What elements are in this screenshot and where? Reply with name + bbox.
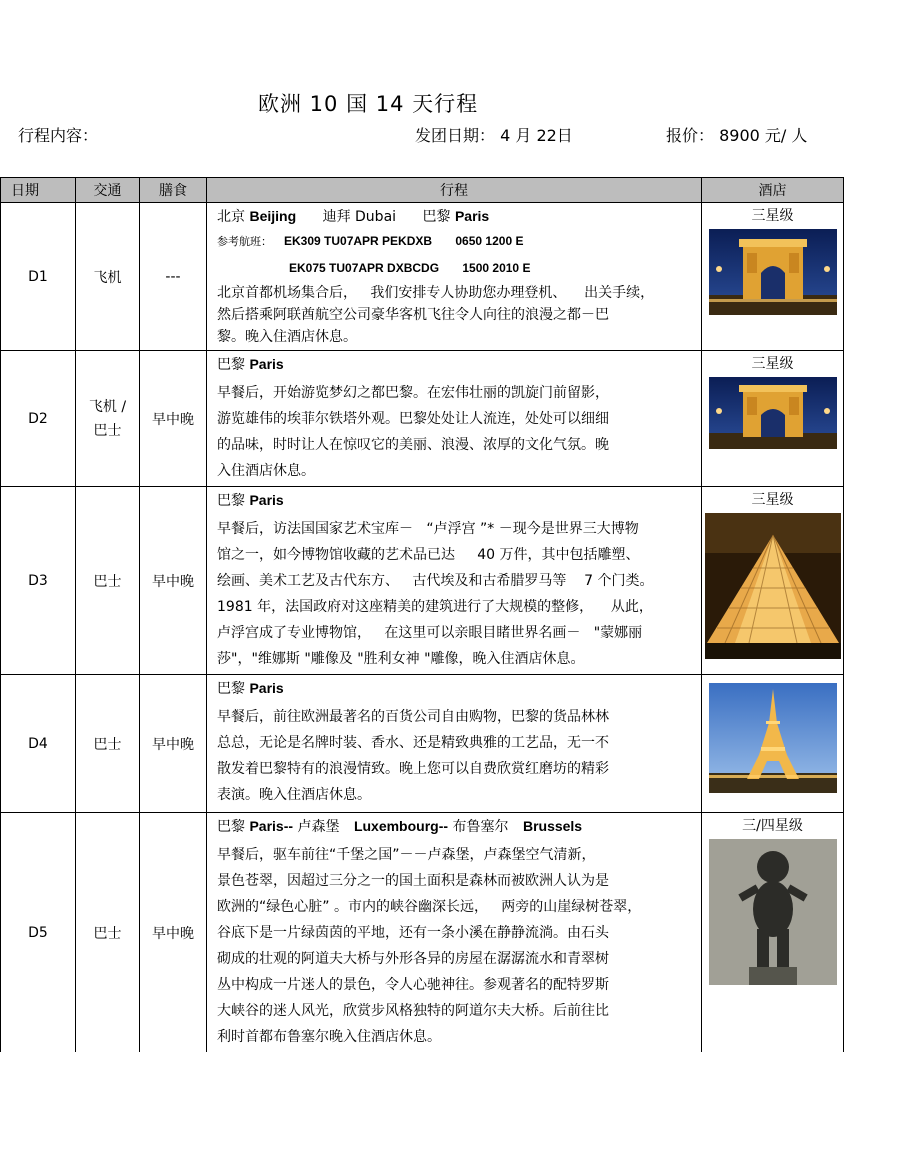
hotel-cell	[702, 487, 844, 675]
hotel-cell	[702, 675, 844, 813]
hotel-rating: 三星级	[751, 208, 794, 224]
route-city-cn: 卢森堡	[297, 819, 340, 835]
table-row	[1, 675, 844, 813]
departure-date: 发团日期： 4 月 22日	[415, 126, 573, 145]
flight-line	[217, 228, 695, 255]
transport-cell: 巴士	[76, 813, 140, 1053]
itinerary-text: 卢浮宫成了专业博物馆， 在这里可以亲眼目睹世界名画－ "蒙娜丽	[217, 625, 643, 641]
day-cell: D3	[1, 487, 76, 675]
table-row	[1, 203, 844, 351]
transport-cell: 巴士	[76, 675, 140, 813]
hotel-rating: 三/四星级	[742, 818, 803, 834]
route-city-en: Dubai	[355, 209, 397, 225]
hotel-rating: 三星级	[751, 492, 794, 508]
itinerary-text: 总总，无论是名牌时装、香水、还是精致典雅的工艺品，无一不	[217, 735, 609, 751]
itinerary-text: 欧洲的“绿色心脏” 。市内的峡谷幽深长远， 两旁的山崖绿树苍翠，	[217, 899, 642, 915]
route-line	[217, 815, 695, 838]
itinerary-text: 1981 年，法国政府对这座精美的建筑进行了大规模的整修， 从此，	[217, 599, 653, 615]
itinerary-content-label: 行程内容：	[18, 126, 99, 145]
itinerary-text: 早餐后，驱车前往“千堡之国”－－卢森堡，卢森堡空气清新，	[217, 847, 596, 863]
route-city-en: Paris--	[249, 818, 294, 834]
doc-title: 欧洲 10 国 14 天行程	[258, 92, 479, 116]
header-hotel: 酒店	[702, 178, 844, 203]
itinerary-text: 利时首都布鲁塞尔晚入住酒店休息。	[217, 1029, 441, 1045]
itinerary-text: 早餐后，访法国国家艺术宝库－ “卢浮宫 ”* －现今是世界三大博物	[217, 521, 639, 537]
itinerary-text: 馆之一，如今博物馆收藏的艺术品已达 40 万件，其中包括雕塑、	[217, 547, 640, 563]
route-city-cn: 巴黎	[217, 493, 245, 509]
route-city-cn: 巴黎	[217, 681, 245, 697]
itinerary-text: 散发着巴黎特有的浪漫情致。晚上您可以自费欣赏红磨坊的精彩	[217, 761, 609, 777]
transport-cell: 巴士	[76, 487, 140, 675]
itinerary-cell	[207, 675, 702, 813]
header-meals: 膳食	[140, 178, 207, 203]
table-row	[1, 351, 844, 487]
itinerary-cell	[207, 351, 702, 487]
itinerary-text: 北京首都机场集合后， 我们安排专人协助您办理登机、 出关手续，	[217, 285, 655, 301]
itinerary-text: 谷底下是一片绿茵茵的平地，还有一条小溪在静静流淌。由石头	[217, 925, 609, 941]
eiffel-tower-photo	[709, 683, 837, 793]
route-line	[217, 489, 695, 512]
itinerary-text: 黎。晚入住酒店休息。	[217, 329, 357, 345]
itinerary-text: 早餐后，前往欧洲最著名的百货公司自由购物，巴黎的货品林林	[217, 709, 609, 725]
flight-number: EK075 TU07APR DXBCDG 1500 2010 E	[289, 261, 531, 275]
itinerary-text: 景色苍翠，因超过三分之一的国土面积是森林而被欧洲人认为是	[217, 873, 609, 889]
itinerary-cell	[207, 203, 702, 351]
itinerary-text: 砌成的壮观的阿道夫大桥与外形各异的房屋在潺潺流水和青翠树	[217, 951, 609, 967]
itinerary-text: 然后搭乘阿联酋航空公司豪华客机飞往令人向往的浪漫之都－巴	[217, 307, 609, 323]
itinerary-text: 莎"，"维娜斯 "雕像及 "胜利女神 "雕像，晚入住酒店休息。	[217, 651, 585, 667]
header-itinerary: 行程	[207, 178, 702, 203]
route-city-en: Paris	[249, 492, 284, 508]
manneken-pis-photo	[709, 839, 837, 985]
itinerary-text: 入住酒店休息。	[217, 463, 315, 479]
route-city-en: Paris	[249, 680, 284, 696]
route-city-cn: 巴黎	[422, 209, 451, 225]
route-line	[217, 205, 695, 228]
route-line	[217, 353, 695, 376]
route-city-en: Paris	[249, 356, 284, 372]
transport-text: 飞机 / 巴士	[88, 398, 127, 439]
meals-cell: 早中晚	[140, 675, 207, 813]
day-cell: D1	[1, 203, 76, 351]
louvre-pyramid-photo	[705, 513, 841, 659]
route-city-cn: 迪拜	[322, 209, 351, 225]
meals-cell: 早中晚	[140, 813, 207, 1053]
flight-line	[217, 255, 695, 282]
arc-de-triomphe-photo	[709, 377, 837, 449]
itinerary-text: 早餐后，开始游览梦幻之都巴黎。在宏伟壮丽的凯旋门前留影，	[217, 385, 609, 401]
itinerary-text: 表演。晚入住酒店休息。	[217, 787, 371, 803]
hotel-cell	[702, 203, 844, 351]
route-city-cn: 北京	[217, 209, 245, 225]
hotel-cell	[702, 351, 844, 487]
meals-cell: 早中晚	[140, 351, 207, 487]
route-city-en: Beijing	[249, 208, 297, 224]
itinerary-text: 绘画、美术工艺及古代东方、 古代埃及和古希腊罗马等 7 个门类。	[217, 573, 654, 589]
meals-cell: 早中晚	[140, 487, 207, 675]
route-city-en: Paris	[454, 208, 490, 224]
route-city-cn: 布鲁塞尔	[452, 819, 509, 835]
flight-label: 参考航班：	[217, 235, 272, 248]
header-transport: 交通	[76, 178, 140, 203]
table-row	[1, 487, 844, 675]
itinerary-cell	[207, 487, 702, 675]
arc-de-triomphe-photo	[709, 229, 837, 315]
day-cell: D2	[1, 351, 76, 487]
day-cell: D4	[1, 675, 76, 813]
hotel-rating: 三星级	[751, 356, 794, 372]
day-cell: D5	[1, 813, 76, 1053]
itinerary-cell	[207, 813, 702, 1053]
transport-cell	[76, 351, 140, 487]
table-row	[1, 813, 844, 1053]
itinerary-table	[0, 177, 844, 1052]
flight-number: EK309 TU07APR PEKDXB 0650 1200 E	[284, 234, 524, 248]
hotel-cell	[702, 813, 844, 1053]
route-city-cn: 巴黎	[217, 819, 245, 835]
table-header-row	[1, 178, 844, 203]
route-city-cn: 巴黎	[217, 357, 245, 373]
price: 报价： 8900 元/ 人	[666, 126, 808, 145]
itinerary-text: 的品味，时时让人在惊叹它的美丽、浪漫、浓厚的文化气氛。晚	[217, 437, 609, 453]
transport-cell: 飞机	[76, 203, 140, 351]
route-city-en: Brussels	[522, 818, 583, 834]
meals-cell: ---	[140, 203, 207, 351]
itinerary-text: 丛中构成一片迷人的景色，令人心驰神往。参观著名的配特罗斯	[217, 977, 609, 993]
header-day: 日期	[1, 178, 76, 203]
itinerary-text: 大峡谷的迷人风光，欣赏步风格独特的阿道尔夫大桥。后前往比	[217, 1003, 609, 1019]
route-city-en: Luxembourg--	[353, 818, 449, 834]
route-line	[217, 677, 695, 700]
itinerary-text: 游览雄伟的埃菲尔铁塔外观。巴黎处处让人流连，处处可以细细	[217, 411, 609, 427]
